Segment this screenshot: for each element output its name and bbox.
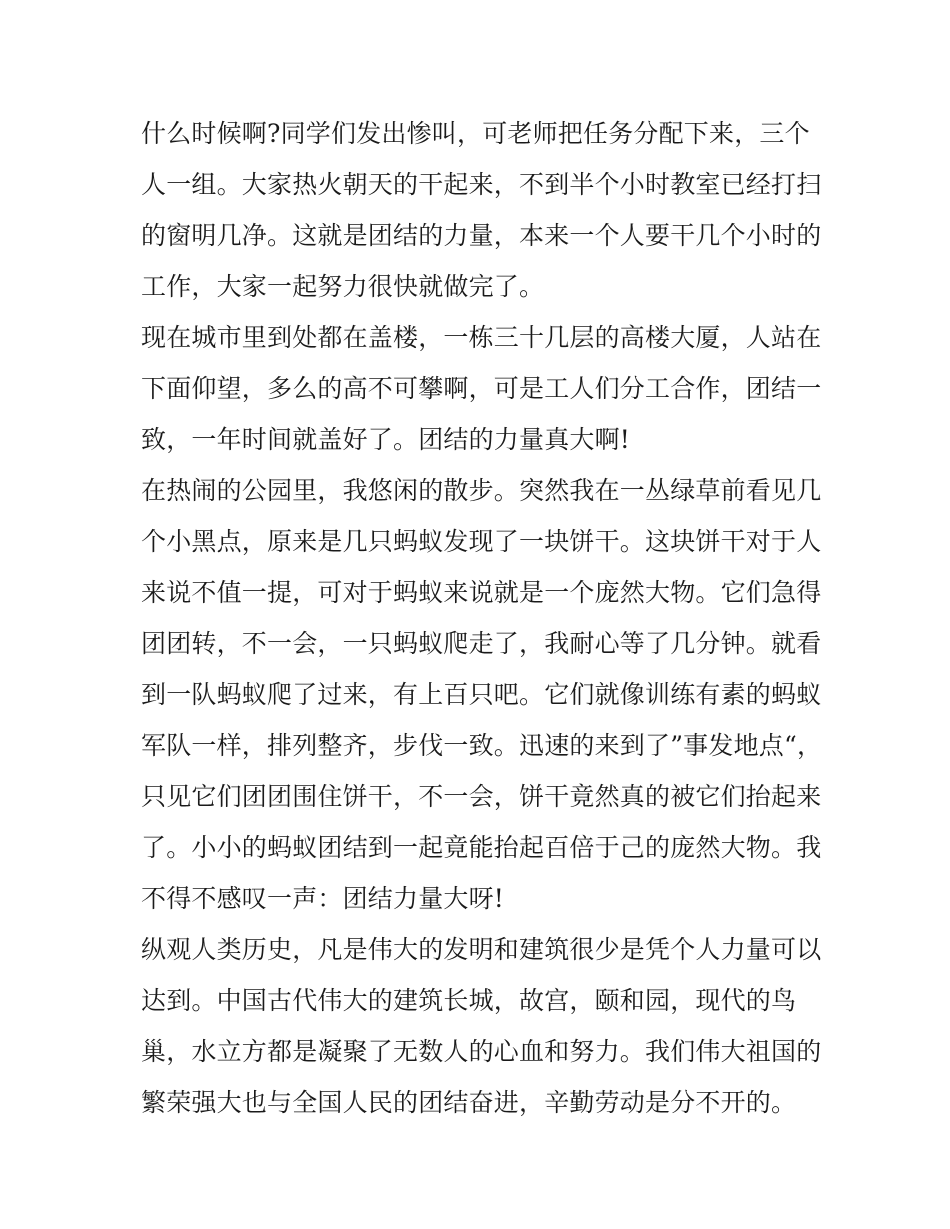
text-line: 致，一年时间就盖好了。团结的力量真大啊! xyxy=(141,425,631,454)
text-line: 工作，大家一起努力很快就做完了。 xyxy=(141,272,545,301)
document-body xyxy=(141,108,821,1128)
text-line: 的窗明几净。这就是团结的力量，本来一个人要干几个小时的 xyxy=(141,221,822,250)
text-line: 什么时候啊?同学们发出惨叫，可老师把任务分配下来，三个 xyxy=(141,119,810,148)
text-line: 团团转，不一会，一只蚂蚁爬走了，我耐心等了几分钟。就看 xyxy=(141,629,822,658)
text-line: 不得不感叹一声：团结力量大呀! xyxy=(141,884,505,913)
paragraph-human-history xyxy=(141,924,821,1128)
text-line: 来说不值一提，可对于蚂蚁来说就是一个庞然大物。它们急得 xyxy=(141,578,822,607)
text-line: 军队一样，排列整齐，步伐一致。迅速的来到了”事发地点“， xyxy=(141,731,823,760)
text-line: 达到。中国古代伟大的建筑长城，故宫，颐和园，现代的鸟 xyxy=(141,986,797,1015)
text-line: 下面仰望，多么的高不可攀啊，可是工人们分工合作，团结一 xyxy=(141,374,822,403)
text-line: 巢，水立方都是凝聚了无数人的心血和努力。我们伟大祖国的 xyxy=(141,1037,822,1066)
text-line: 只见它们团团围住饼干，不一会，饼干竟然真的被它们抬起来 xyxy=(141,782,822,811)
text-line: 到一队蚂蚁爬了过来，有上百只吧。它们就像训练有素的蚂蚁 xyxy=(141,680,822,709)
text-line: 个小黑点，原来是几只蚂蚁发现了一块饼干。这块饼干对于人 xyxy=(141,527,822,556)
paragraph-classroom-cleaning xyxy=(141,108,821,312)
paragraph-ants-in-park xyxy=(141,465,821,924)
text-line: 繁荣强大也与全国人民的团结奋进，辛勤劳动是分不开的。 xyxy=(141,1088,797,1117)
text-line: 人一组。大家热火朝天的干起来，不到半个小时教室已经打扫 xyxy=(141,170,822,199)
paragraph-building-construction xyxy=(141,312,821,465)
text-line: 了。小小的蚂蚁团结到一起竟能抬起百倍于己的庞然大物。我 xyxy=(141,833,822,862)
text-line: 现在城市里到处都在盖楼，一栋三十几层的高楼大厦，人站在 xyxy=(141,323,822,352)
text-line: 纵观人类历史，凡是伟大的发明和建筑很少是凭个人力量可以 xyxy=(141,935,822,964)
text-line: 在热闹的公园里，我悠闲的散步。突然我在一丛绿草前看见几 xyxy=(141,476,822,505)
